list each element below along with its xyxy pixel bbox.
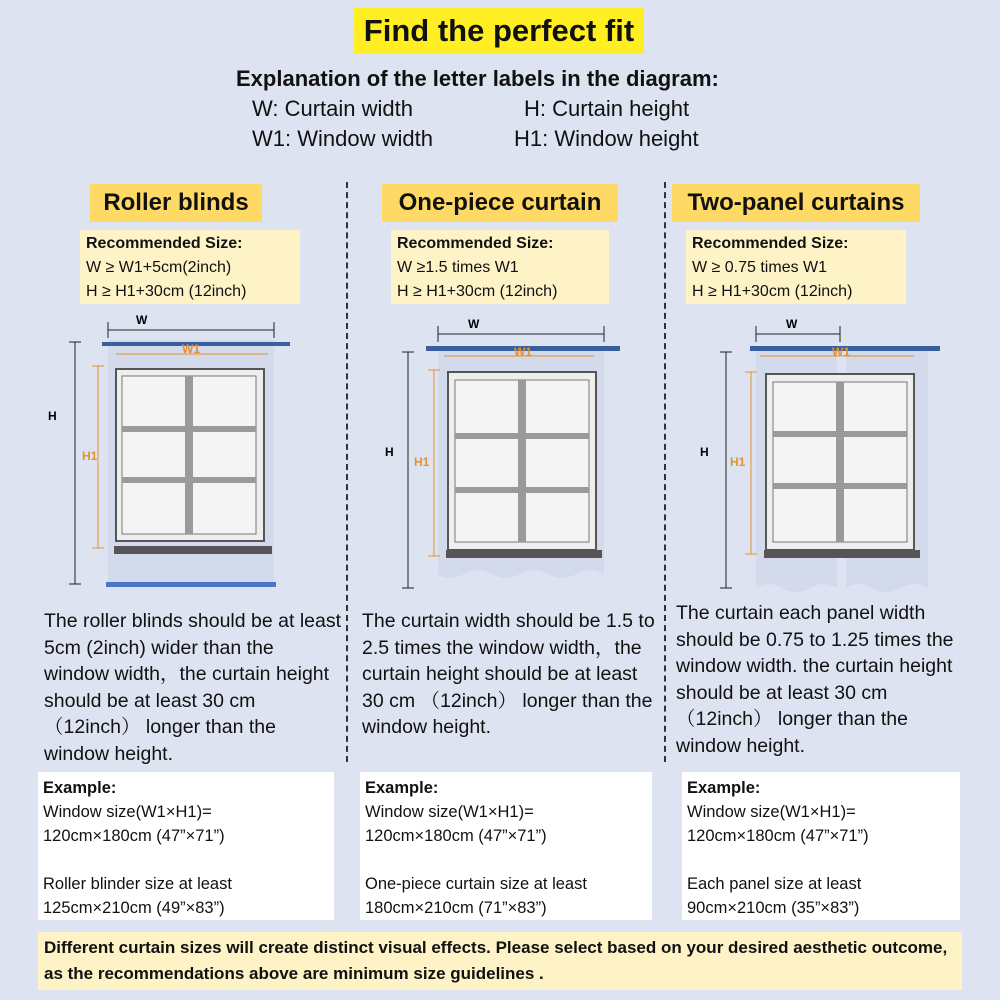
description-roller: The roller blinds should be at least 5cm (2inch) wider than the window width，the curtain height should be at least 30 cm（12inch） longer than the window height. [44, 610, 342, 765]
example-result-label: Each panel size at least [687, 875, 862, 893]
dim-label-w1: W1 [832, 345, 850, 359]
recommended-height: H ≥ H1+30cm (12inch) [86, 283, 247, 300]
legend-h1: H1: Window height [514, 126, 699, 151]
dim-label-h1: H1 [82, 449, 98, 463]
dim-label-w: W [786, 317, 798, 331]
legend-h: H: Curtain height [524, 96, 690, 121]
recommended-heading: Recommended Size: [692, 235, 849, 252]
dim-label-h: H [700, 445, 709, 459]
column-title-two-panel: Two-panel curtains [672, 184, 920, 222]
footer-note: Different curtain sizes will create distinct visual effects. Please select based on your desired aesthetic outcome, as the recommendations above are minimum size guidelines . [38, 932, 962, 990]
example-window-size-label: Window size(W1×H1)= [365, 803, 534, 821]
recommended-width: W ≥1.5 times W1 [397, 259, 519, 276]
example-result-value: 125cm×210cm (49”×83”) [43, 899, 225, 917]
recommended-heading: Recommended Size: [397, 235, 554, 252]
column-title-roller: Roller blinds [90, 184, 262, 222]
dim-label-h: H [48, 409, 57, 423]
legend-heading: Explanation of the letter labels in the diagram: [236, 66, 719, 91]
recommended-height: H ≥ H1+30cm (12inch) [692, 283, 853, 300]
example-window-size-value: 120cm×180cm (47”×71”) [687, 827, 869, 845]
dim-label-w: W [468, 317, 480, 331]
recommended-width: W ≥ 0.75 times W1 [692, 259, 828, 276]
recommended-box-one-piece [391, 230, 609, 304]
example-result-value: 180cm×210cm (71”×83”) [365, 899, 547, 917]
example-result-label: One-piece curtain size at least [365, 875, 587, 893]
example-box-one-piece [360, 772, 652, 920]
recommended-box-two-panel [686, 230, 906, 304]
column-title-one-piece: One-piece curtain [382, 184, 618, 222]
example-window-size-label: Window size(W1×H1)= [687, 803, 856, 821]
recommended-width: W ≥ W1+5cm(2inch) [86, 259, 232, 276]
example-result-label: Roller blinder size at least [43, 875, 232, 893]
dim-label-h: H [385, 445, 394, 459]
column-divider [664, 182, 666, 762]
roller-blind-diagram [40, 308, 310, 598]
recommended-box-roller [80, 230, 300, 304]
example-box-roller [38, 772, 334, 920]
column-divider [346, 182, 348, 762]
description-two-panel: The curtain each panel width should be 0.75 to 1.25 times the window width. the curtain height should be at least 30 cm（12inch） longer than the window height. [676, 602, 954, 757]
dim-label-w: W [136, 313, 148, 327]
legend-w1: W1: Window width [252, 126, 433, 151]
example-window-size-value: 120cm×180cm (47”×71”) [43, 827, 225, 845]
example-box-two-panel [682, 772, 960, 920]
dim-label-w1: W1 [514, 345, 532, 359]
dim-label-h1: H1 [414, 455, 430, 469]
page-title: Find the perfect fit [354, 8, 644, 54]
dim-label-w1: W1 [182, 342, 200, 356]
dim-label-h1: H1 [730, 455, 746, 469]
example-heading: Example: [687, 779, 761, 797]
example-heading: Example: [43, 779, 117, 797]
example-heading: Example: [365, 779, 439, 797]
description-one-piece: The curtain width should be 1.5 to 2.5 times the window width，the curtain height should be at least 30 cm （12inch） longer than the window height. [362, 610, 655, 738]
one-piece-curtain-diagram [382, 312, 622, 602]
legend-w: W: Curtain width [252, 96, 413, 121]
example-result-value: 90cm×210cm (35”×83”) [687, 899, 860, 917]
two-panel-curtains-diagram [692, 312, 942, 602]
example-window-size-value: 120cm×180cm (47”×71”) [365, 827, 547, 845]
recommended-height: H ≥ H1+30cm (12inch) [397, 283, 558, 300]
recommended-heading: Recommended Size: [86, 235, 243, 252]
example-window-size-label: Window size(W1×H1)= [43, 803, 212, 821]
